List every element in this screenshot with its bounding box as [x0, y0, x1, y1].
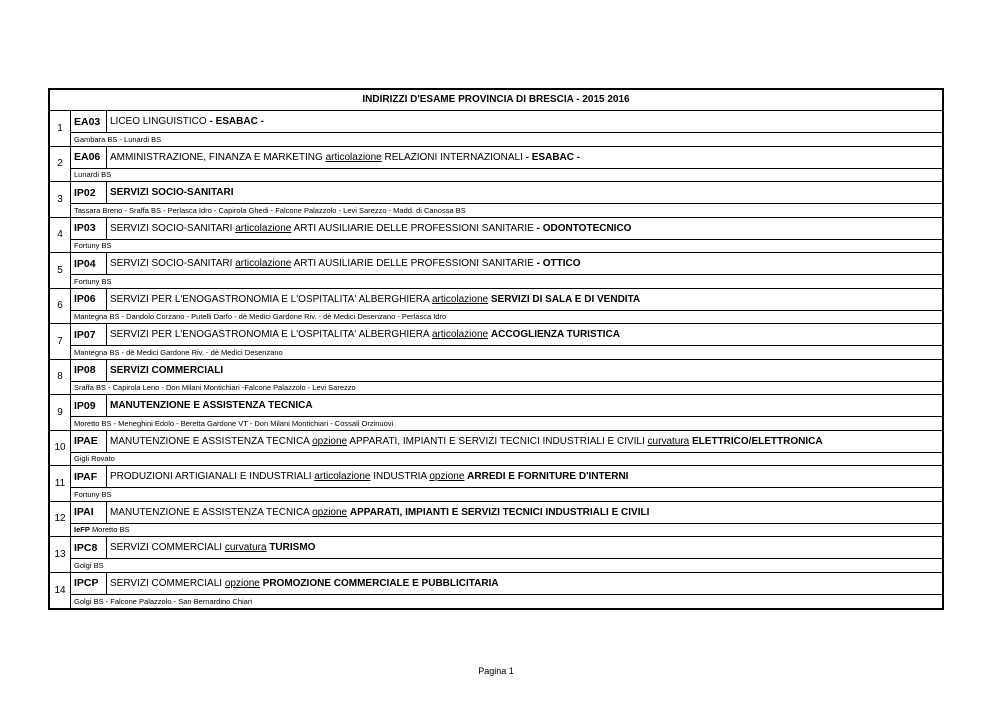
qualifier-term: opzione [312, 506, 348, 518]
table-row [50, 289, 942, 325]
schools-list: Tassara Breno - Sraffa BS - Perlasca Idro - Capirola Ghedi - Falcone Palazzolo - Levi Sarezzo - Madd. di Canossa BS [74, 205, 466, 215]
qualifier-term: opzione [312, 435, 348, 447]
page-footer: Pagina 1 [478, 666, 514, 676]
row-content [71, 147, 942, 182]
course-code: IPAE [71, 431, 107, 452]
course-description [107, 111, 942, 132]
course-description [107, 573, 942, 594]
course-code: IPAF [71, 466, 107, 487]
course-line [71, 502, 942, 524]
course-description [107, 466, 942, 487]
course-description [107, 218, 942, 239]
description-text: SERVIZI SOCIO-SANITARI [110, 222, 236, 234]
table-row [50, 111, 942, 147]
row-number: 4 [50, 218, 71, 253]
course-description [107, 253, 942, 274]
schools-list: Golgi BS [74, 560, 104, 570]
table-row [50, 537, 942, 573]
course-line [71, 253, 942, 275]
course-line [71, 431, 942, 453]
course-description [107, 147, 942, 168]
course-code: IP03 [71, 218, 107, 239]
schools-line [71, 595, 942, 609]
row-number: 7 [50, 324, 71, 359]
table-row [50, 573, 942, 609]
course-code: IP06 [71, 289, 107, 310]
course-code: IP02 [71, 182, 107, 203]
row-number: 3 [50, 182, 71, 217]
description-text: AMMINISTRAZIONE, FINANZA E MARKETING [110, 151, 326, 163]
qualifier-term: articolazione [325, 151, 382, 163]
schools-list: Gambara BS - Lunardi BS [74, 134, 162, 144]
schools-line [71, 169, 942, 182]
row-number: 2 [50, 147, 71, 182]
table-row [50, 395, 942, 431]
table-row [50, 182, 942, 218]
description-text: - ODONTOTECNICO [536, 222, 632, 234]
row-content [71, 573, 942, 609]
course-description [107, 182, 942, 203]
course-line [71, 573, 942, 595]
description-text: ELETTRICO/ELETTRONICA [692, 435, 823, 447]
row-number: 14 [50, 573, 71, 609]
row-content [71, 502, 942, 537]
course-line [71, 289, 942, 311]
course-code: IPAI [71, 502, 107, 523]
description-text: SERVIZI PER L'ENOGASTRONOMIA E L'OSPITALITA' ALBERGHIERA [110, 329, 432, 340]
course-line [71, 147, 942, 169]
description-text: - ESABAC - [525, 151, 581, 163]
row-content [71, 395, 942, 430]
schools-line [71, 133, 942, 146]
table-title: INDIRIZZI D'ESAME PROVINCIA DI BRESCIA - 2015 2016 [50, 90, 942, 111]
row-number: 12 [50, 502, 71, 537]
course-description [107, 289, 942, 310]
row-content [71, 111, 942, 146]
schools-line [71, 559, 942, 572]
qualifier-term: opzione [224, 577, 260, 589]
row-content [71, 289, 942, 324]
description-text: APPARATI, IMPIANTI E SERVIZI TECNICI INDUSTRIALI E CIVILI [347, 435, 648, 447]
course-description [107, 324, 942, 345]
table-row [50, 253, 942, 289]
row-content [71, 431, 942, 466]
course-code: IP04 [71, 253, 107, 274]
table-row [50, 431, 942, 467]
row-content [71, 466, 942, 501]
description-text: SERVIZI DI SALA E DI VENDITA [490, 293, 641, 305]
qualifier-term: articolazione [431, 293, 489, 305]
exam-table [48, 88, 944, 610]
description-text: RELAZIONI INTERNAZIONALI [381, 151, 526, 163]
row-content [71, 182, 942, 217]
course-code: EA06 [71, 147, 107, 168]
schools-list: Moretto BS - Meneghini Edolo - Beretta Gardone VT - Don Milani Montichiari - Cossali Orzinuovi [74, 418, 394, 428]
description-text: SERVIZI PER L'ENOGASTRONOMIA E L'OSPITALITA' ALBERGHIERA [110, 293, 432, 305]
course-line [71, 395, 942, 417]
description-text: SERVIZI COMMERCIALI [110, 577, 225, 589]
row-content [71, 360, 942, 395]
description-text: SERVIZI SOCIO-SANITARI [110, 187, 234, 198]
course-description [107, 502, 942, 523]
schools-list: Mantegna BS - dè Medici Gardone Riv. - dè Medici Desenzano [74, 347, 283, 357]
row-number: 9 [50, 395, 71, 430]
description-text: - ESABAC - [209, 116, 264, 127]
schools-list: Lunardi BS [74, 170, 112, 180]
table-row [50, 147, 942, 183]
table-row [50, 466, 942, 502]
course-description [107, 395, 942, 416]
schools-line [71, 346, 942, 359]
row-content [71, 218, 942, 253]
description-text: MANUTENZIONE E ASSISTENZA TECNICA [110, 506, 313, 518]
schools-line [71, 382, 942, 395]
course-line [71, 537, 942, 559]
table-body [50, 111, 942, 608]
course-line [71, 182, 942, 204]
schools-line [71, 311, 942, 324]
description-text: ARTI AUSILIARIE DELLE PROFESSIONI SANITARIE [291, 222, 537, 234]
row-content [71, 324, 942, 359]
schools-line [71, 488, 942, 501]
row-number: 5 [50, 253, 71, 288]
table-row [50, 218, 942, 254]
description-text: MANUTENZIONE E ASSISTENZA TECNICA [110, 400, 313, 411]
course-line [71, 111, 942, 133]
description-text: INDUSTRIA [370, 471, 430, 482]
description-text: MANUTENZIONE E ASSISTENZA TECNICA [110, 435, 313, 447]
course-code: IP08 [71, 360, 107, 381]
description-text: TURISMO [269, 542, 316, 553]
table-row [50, 360, 942, 396]
schools-list: Fortuny BS [74, 241, 112, 251]
qualifier-term: articolazione [235, 258, 292, 269]
description-text: ACCOGLIENZA TURISTICA [490, 329, 620, 340]
schools-list: Moretto BS [91, 525, 130, 535]
schools-line [71, 275, 942, 288]
course-description [107, 537, 942, 558]
description-text: ARREDI E FORNITURE D'INTERNI [467, 471, 629, 482]
row-number: 10 [50, 431, 71, 466]
schools-list: Fortuny BS [74, 276, 112, 286]
course-line [71, 324, 942, 346]
row-number: 11 [50, 466, 71, 501]
course-code: IP09 [71, 395, 107, 416]
schools-list: Golgi BS - Falcone Palazzolo - San Bernardino Chiari [74, 596, 253, 606]
schools-list: Gigli Rovato [74, 454, 115, 464]
qualifier-term: articolazione [235, 222, 292, 234]
course-code: IPCP [71, 573, 107, 594]
description-text: SERVIZI SOCIO-SANITARI [110, 258, 236, 269]
schools-list: Sraffa BS - Capirola Leno - Don Milani Montichiari -Falcone Palazzolo - Levi Sarezzo [74, 383, 356, 393]
row-number: 13 [50, 537, 71, 572]
qualifier-term: articolazione [431, 329, 489, 340]
row-content [71, 537, 942, 572]
schools-line [71, 240, 942, 253]
qualifier-term: curvatura [224, 542, 267, 553]
qualifier-term: articolazione [314, 471, 371, 482]
schools-list: Fortuny BS [74, 489, 112, 499]
course-code: EA03 [71, 111, 107, 132]
description-text: ARTI AUSILIARIE DELLE PROFESSIONI SANITARIE [291, 258, 537, 269]
row-content [71, 253, 942, 288]
row-number: 6 [50, 289, 71, 324]
schools-list: Mantegna BS - Dandolo Corzano - Putelli Darfo - dè Medici Gardone Riv. - dè Medici Desenzano - Perlasca Idro [74, 312, 447, 322]
description-text: APPARATI, IMPIANTI E SERVIZI TECNICI INDUSTRIALI E CIVILI [349, 506, 650, 518]
description-text: SERVIZI COMMERCIALI [110, 364, 224, 376]
schools-prefix: IeFP [74, 525, 90, 535]
course-description [107, 431, 942, 452]
schools-line [71, 204, 942, 217]
schools-line [71, 524, 942, 537]
course-line [71, 360, 942, 382]
course-line [71, 466, 942, 488]
description-text: PROMOZIONE COMMERCIALE E PUBBLICITARIA [262, 577, 499, 589]
row-number: 8 [50, 360, 71, 395]
description-text: SERVIZI COMMERCIALI [110, 542, 225, 553]
schools-line [71, 417, 942, 430]
table-row [50, 324, 942, 360]
qualifier-term: curvatura [647, 435, 690, 447]
description-text: LICEO LINGUISTICO [110, 116, 210, 127]
row-number: 1 [50, 111, 71, 146]
course-description [107, 360, 942, 381]
course-code: IP07 [71, 324, 107, 345]
course-line [71, 218, 942, 240]
description-text: - OTTICO [536, 258, 581, 269]
description-text: PRODUZIONI ARTIGIANALI E INDUSTRIALI [110, 471, 315, 482]
table-row [50, 502, 942, 538]
schools-line [71, 453, 942, 466]
course-code: IPC8 [71, 537, 107, 558]
qualifier-term: opzione [429, 471, 465, 482]
